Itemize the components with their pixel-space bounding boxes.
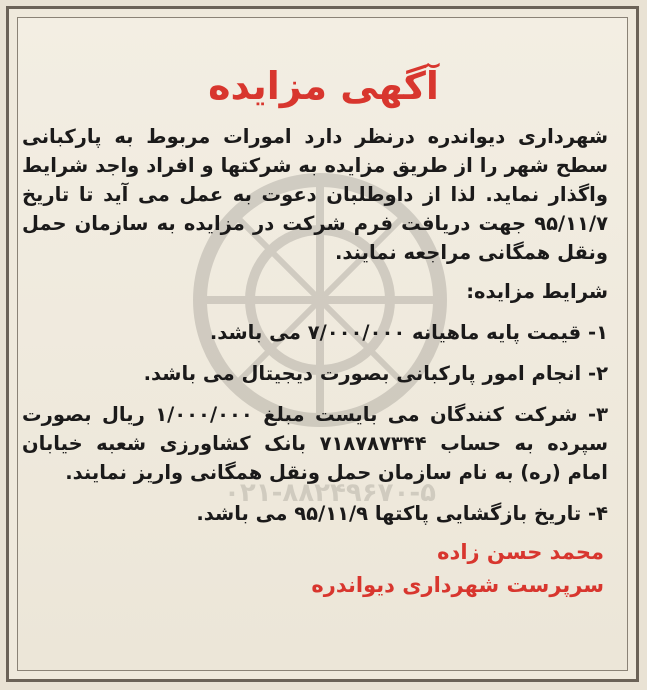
notice-title: آگهی مزایده <box>208 64 439 108</box>
conditions-heading: شرایط مزایده: <box>466 280 608 303</box>
condition-item-2: ۲- انجام امور پارکبانی بصورت دیجیتال می باشد. <box>143 362 608 385</box>
watermark-phone: ۰۲۱-۸۸۲۴۹۶۷۰-۵ <box>223 478 436 508</box>
notice-body <box>22 60 608 602</box>
notice-intro: شهرداری دیواندره درنظر دارد امورات مربوط به پارکبانی سطح شهر را از طریق مزایده به شرکتها و افراد واجد شرایط واگذار نماید. لذا از داوطلبان دعوت به عمل می آید تا تاریخ ۹۵/۱۱/۷ جهت دریافت فرم شرکت در مزایده به سازمان حمل ونقل همگانی مراجعه نمایند. <box>22 125 608 264</box>
condition-item-3: ۳- شرکت کنندگان می بایست مبلغ ۱/۰۰۰/۰۰۰ ریال بصورت سپرده به حساب ۷۱۸۷۸۷۳۴۴ بانک کشاورزی شعبه خیابان امام (ره) به نام سازمان حمل ونقل همگانی واریز نمایند. <box>22 403 608 484</box>
signatory-name: محمد حسن زاده <box>437 540 604 564</box>
signatory-title: سرپرست شهرداری دیواندره <box>311 573 604 597</box>
condition-item-1: ۱- قیمت پایه ماهیانه ۷/۰۰۰/۰۰۰ می باشد. <box>209 321 608 344</box>
condition-item-4: ۴- تاریخ بازگشایی پاکتها ۹۵/۱۱/۹ می باشد. <box>196 502 608 525</box>
